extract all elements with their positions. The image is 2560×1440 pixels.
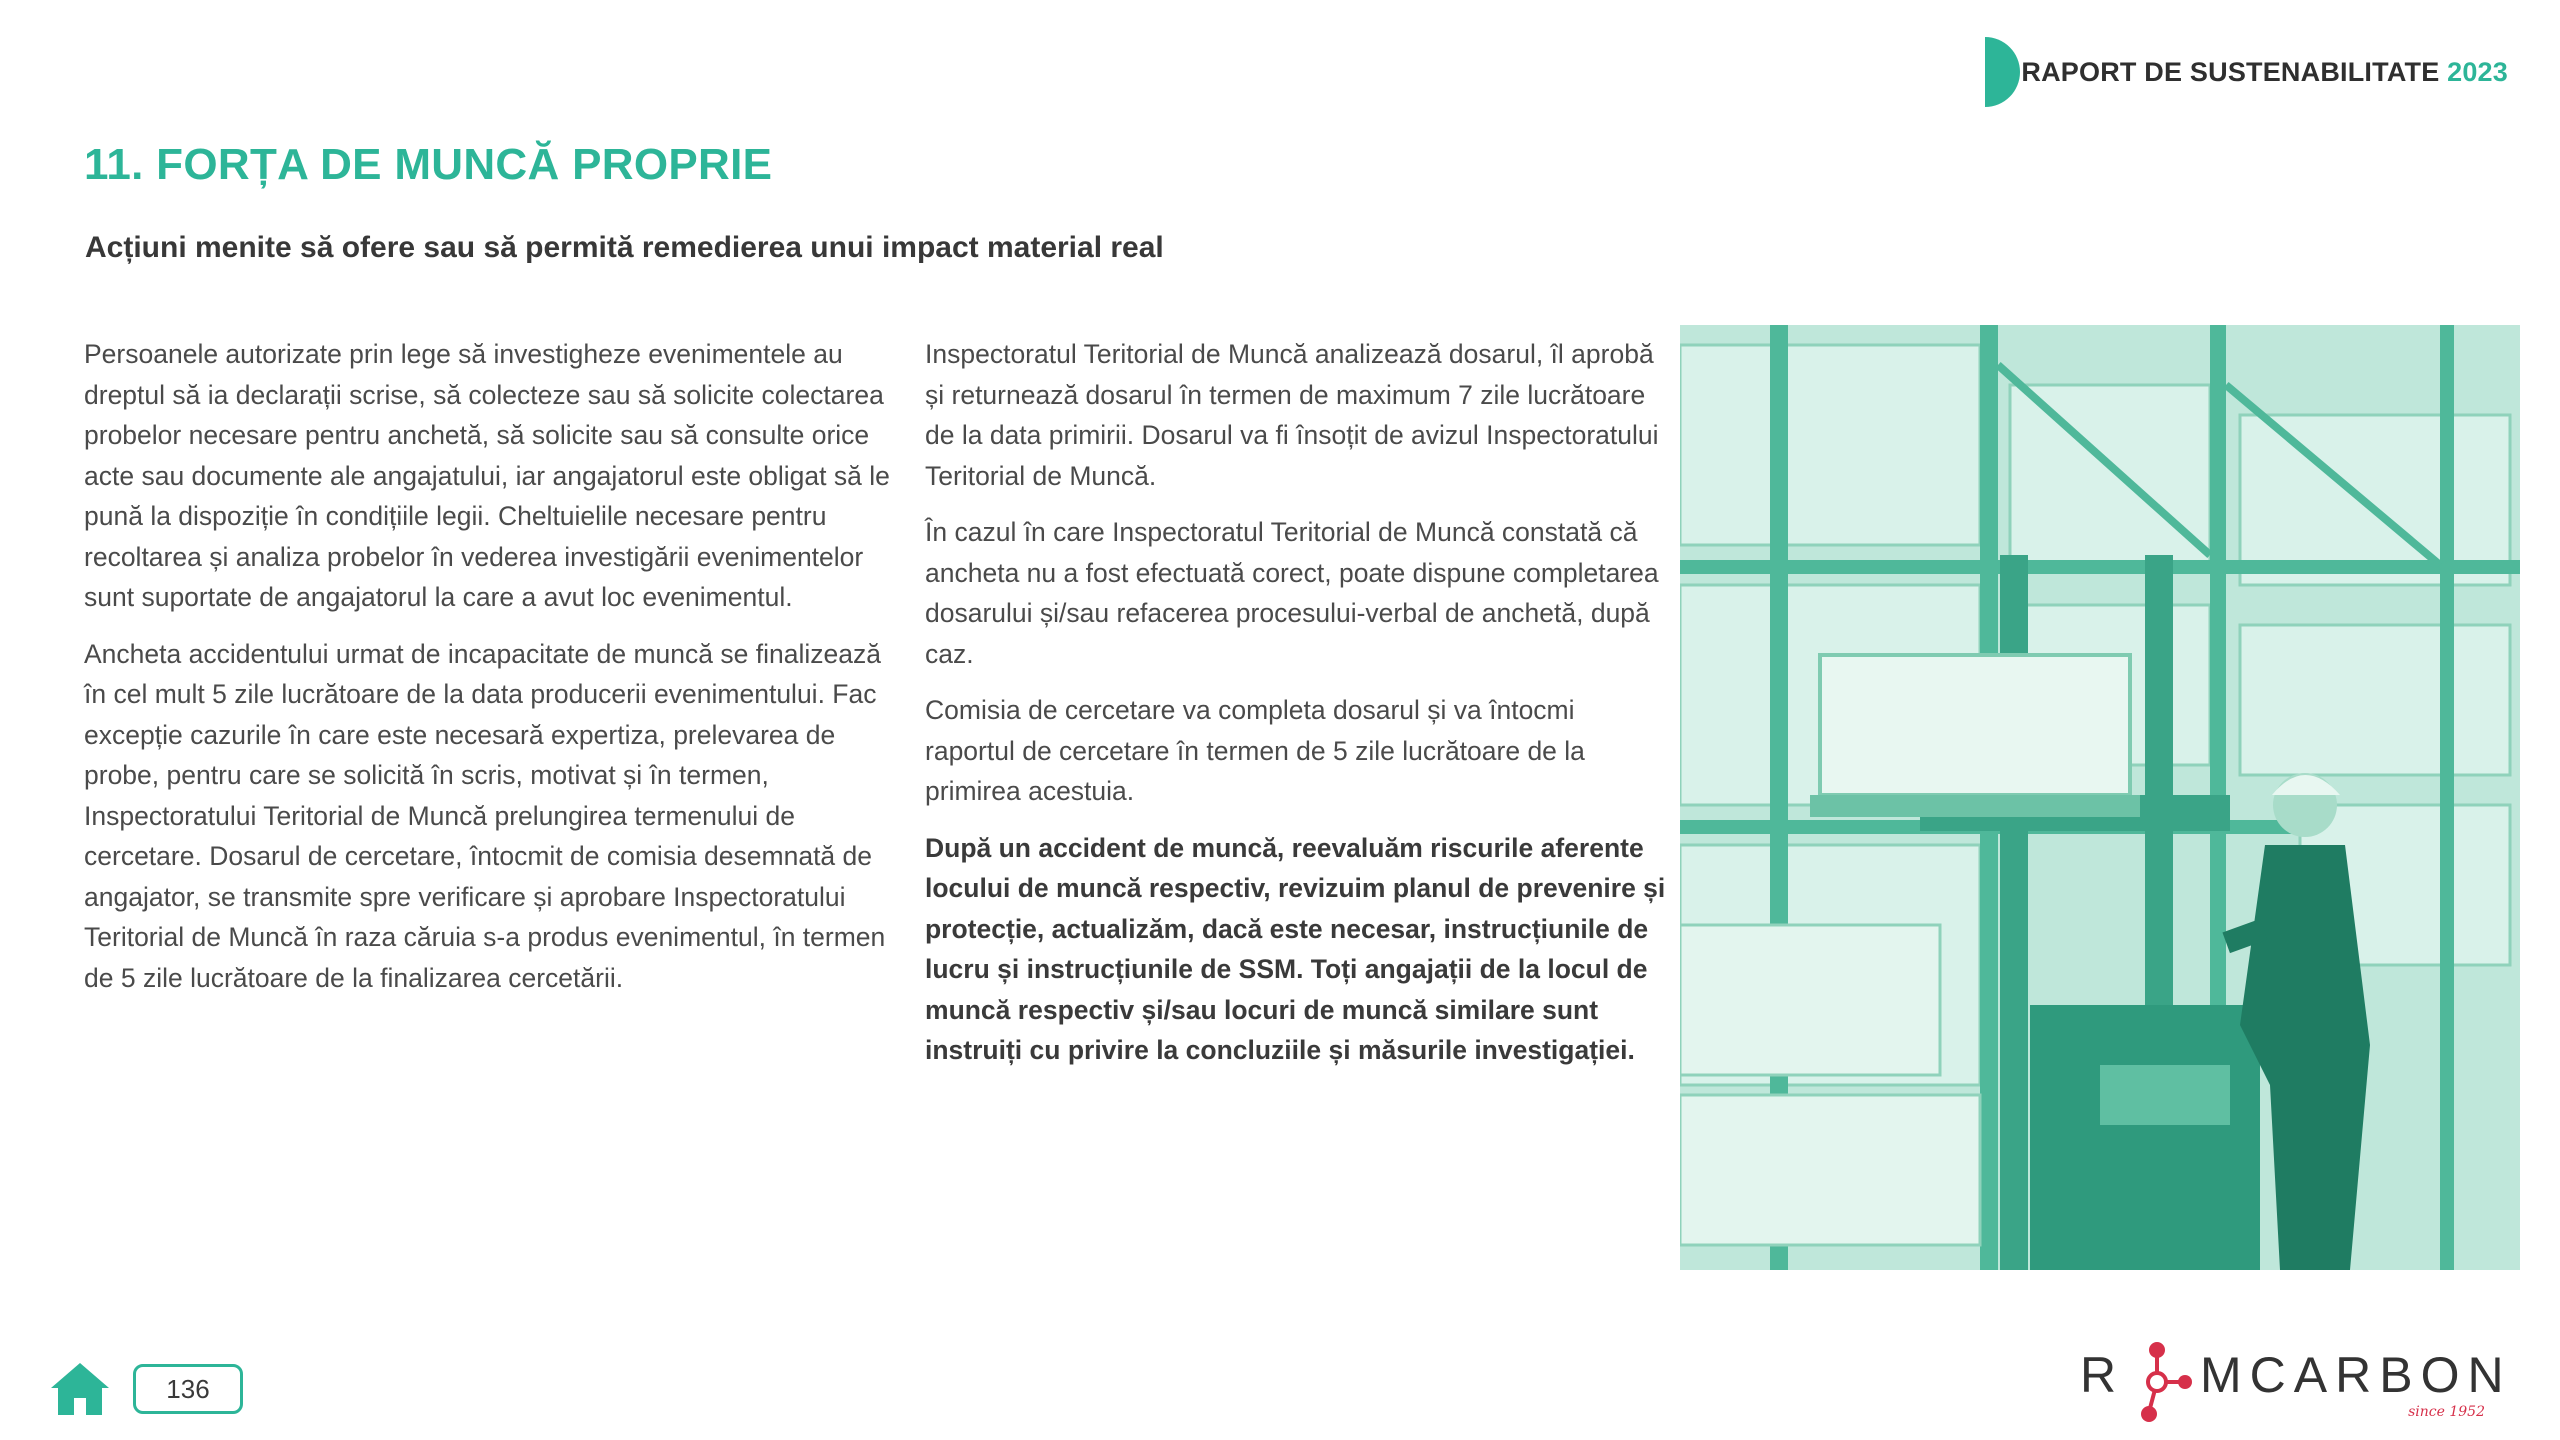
page-number: 136	[133, 1364, 243, 1414]
middle-text-column	[925, 334, 1670, 1087]
section-subtitle: Acțiuni menite să ofere sau să permită remedierea unui impact material real	[85, 231, 1164, 264]
home-icon[interactable]	[48, 1360, 112, 1418]
page-title: 11. FORȚA DE MUNCĂ PROPRIE	[84, 140, 773, 189]
logo-wordmark: MCARBON	[2200, 1347, 2512, 1403]
warehouse-photo	[1680, 325, 2520, 1270]
paragraph: Persoanele autorizate prin lege să investigheze evenimentele au dreptul să ia declarații scrise, să colecteze sau să solicite colectarea probelor necesare pentru anchetă, să solicite sau să consulte orice acte sau documente ale angajatului, iar angajatorul este obligat să le pună la dispoziție în condițiile legii. Cheltuielile necesare pentru recoltarea și analiza probelor în vederea investigării evenimentelor sunt suportate de angajatorul la care a avut loc evenimentul.	[84, 339, 890, 612]
paragraph: În cazul în care Inspectoratul Teritorial de Muncă constată că ancheta nu a fost efectuată corect, poate dispune completarea dosarului și/sau refacerea procesului-verbal de anchetă, după caz.	[925, 517, 1659, 669]
romcarbon-logo	[2075, 1338, 2512, 1428]
logo-since: since 1952	[2408, 1404, 2485, 1420]
paragraph: Comisia de cercetare va completa dosarul și va întocmi raportul de cercetare în termen de 5 zile lucrătoare de la primirea acestuia.	[925, 695, 1585, 806]
bold-paragraph: După un accident de muncă, reevaluăm riscurile aferente locului de muncă respectiv, revizuim planul de prevenire și protecție, actualizăm, dacă este necesar, instrucțiunile de lucru și instrucțiunile de SSM. Toți angajații de la locul de muncă respectiv și/sau locuri de muncă similare sunt instruiți cu privire la concluziile și măsurile investigației.	[925, 832, 1666, 1065]
molecule-icon	[2127, 1338, 2197, 1428]
report-header	[2021, 57, 2508, 88]
paragraph: Inspectoratul Teritorial de Muncă analizează dosarul, îl aprobă și returnează dosarul în termen de maximum 7 zile lucrătoare de la data primirii. Dosarul va fi însoțit de avizul Inspectoratului Teritorial de Muncă.	[925, 339, 1659, 491]
report-label: RAPORT DE SUSTENABILITATE	[2021, 57, 2440, 87]
left-text-column	[84, 334, 894, 1014]
logo-letter-r: R	[2080, 1347, 2125, 1403]
report-year: 2023	[2447, 57, 2508, 87]
paragraph: Ancheta accidentului urmat de incapacitate de muncă se finalizează în cel mult 5 zile lucrătoare de la data producerii evenimentului. Fac excepție cazurile în care este necesară expertiza, prelevarea de probe, pentru care se solicită în scris, motivat și în termen, Inspectoratului Teritorial de Muncă prelungirea termenului de cercetare. Dosarul de cercetare, întocmit de comisia desemnată de angajator, se transmite spre verificare și aprobare Inspectoratului Teritorial de Muncă în raza căruia s-a produs evenimentul, în termen de 5 zile lucrătoare de la finalizarea cercetării.	[84, 638, 886, 993]
half-circle-icon	[1985, 37, 2023, 107]
